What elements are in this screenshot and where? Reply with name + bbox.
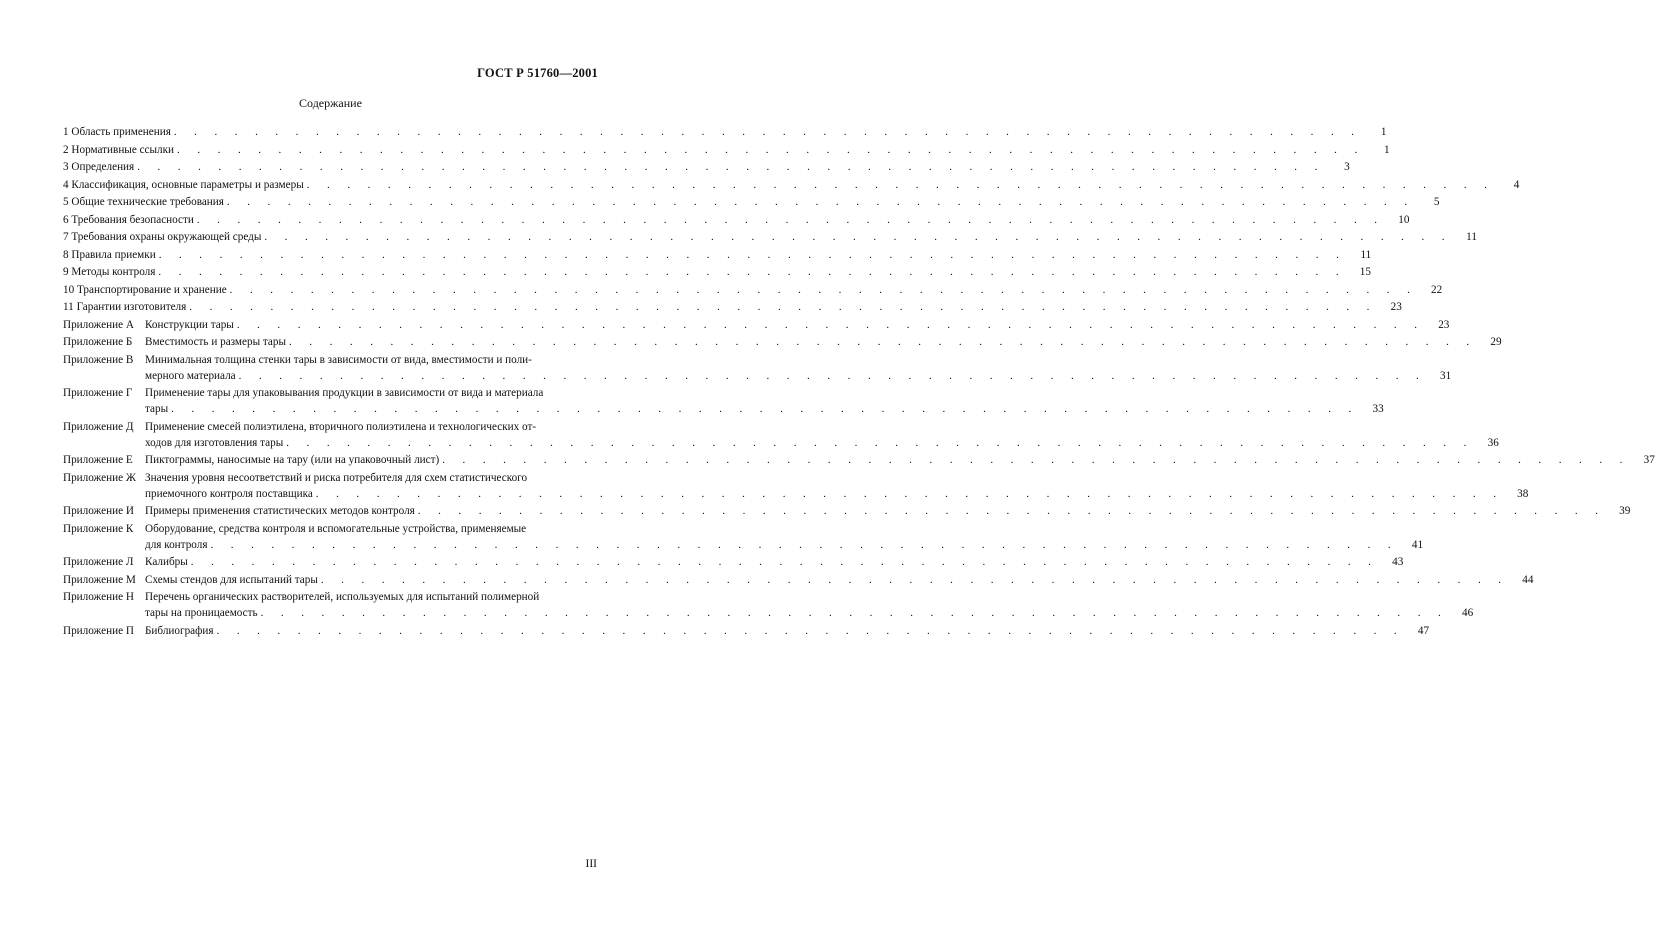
toc-dot-leader: . . . . . . . . . . . . . . . . . . . . . . . . . . . . . . . . . . . . . . . . . . . . . . . . . . . . . . . . . . . [315,487,1504,500]
toc-entry-page: 36 [1487,436,1499,449]
toc-entry-title: для контроля [145,538,208,551]
toc-entry[interactable] [63,521,1424,553]
toc-title: Содержание [299,96,362,110]
toc-entry-title: 7 Требования охраны окружающей среды [63,231,262,243]
toc-entry[interactable] [63,470,1529,502]
toc-entry-page: 3 [1344,161,1350,173]
toc-dot-leader: . . . . . . . . . . . . . . . . . . . . . . . . . . . . . . . . . . . . . . . . . . . . . . . . . . . . . . . . . . . [189,301,1377,313]
toc-entry-prefix: Приложение Г [63,387,133,399]
table-of-contents [63,124,1655,640]
toc-entry-page: 1 [1384,143,1390,156]
toc-entry-page: 38 [1517,487,1529,500]
toc-entry-prefix: Приложение Е [63,454,133,466]
toc-dot-leader: . . . . . . . . . . . . . . . . . . . . . . . . . . . . . . . . . . . . . . . . . . . . . . . . . . . . . . . . . . . [236,318,1425,331]
toc-entry[interactable] [63,385,1384,417]
toc-entry-line: Минимальная толщина стенки тары в зависимости от вида, вместимости и поли- [145,353,532,366]
toc-entry-title: 8 Правила приемки [63,248,156,261]
toc-entry-title: 2 Нормативные ссылки [63,143,175,156]
toc-dot-leader: . . . . . . . . . . . . . . . . . . . . . . . . . . . . . . . . . . . . . . . . . . . . . . . . . . . . . . . . . . . [289,336,1477,348]
toc-entry[interactable] [63,623,1430,639]
toc-entry-page: 11 [1360,248,1372,261]
toc-entry[interactable] [63,419,1499,451]
toc-entry-prefix: Приложение Л [63,556,134,568]
toc-entry-page: 23 [1390,301,1402,313]
toc-entry-title: тары на проницаемость [145,607,258,619]
toc-entry[interactable] [63,452,1655,468]
toc-entry[interactable] [63,159,1350,175]
toc-entry[interactable] [63,589,1474,621]
toc-entry[interactable] [63,194,1440,210]
toc-dot-leader: . . . . . . . . . . . . . . . . . . . . . . . . . . . . . . . . . . . . . . . . . . . . . . . . . . . . . . . . . . . [238,369,1427,382]
toc-entry-line: Значения уровня несоответствий и риска потребителя для схем статистического [145,471,528,484]
toc-entry-page: 15 [1359,266,1371,278]
toc-entry-prefix: Приложение М [63,573,136,586]
toc-entry-page: 39 [1619,505,1631,517]
toc-dot-leader: . . . . . . . . . . . . . . . . . . . . . . . . . . . . . . . . . . . . . . . . . . . . . . . . . . . . . . . . . . . [417,505,1606,517]
toc-entry-page: 1 [1380,126,1387,138]
toc-dot-leader: . . . . . . . . . . . . . . . . . . . . . . . . . . . . . . . . . . . . . . . . . . . . . . . . . . . . . . . . . . . [264,231,1452,243]
toc-dot-leader: . . . . . . . . . . . . . . . . . . . . . . . . . . . . . . . . . . . . . . . . . . . . . . . . . . . . . . . . . . . [320,573,1509,586]
toc-entry-prefix: Приложение К [63,522,134,535]
toc-dot-leader: . . . . . . . . . . . . . . . . . . . . . . . . . . . . . . . . . . . . . . . . . . . . . . . . . . . . . . . . . . . [260,607,1449,619]
toc-entry[interactable] [63,229,1477,245]
toc-entry-prefix: Приложение Н [63,591,134,603]
toc-entry-page: 5 [1433,196,1440,208]
toc-entry-title: 10 Транспортирование и хранение [63,283,227,296]
toc-entry-line: Оборудование, средства контроля и вспомогательные устройства, применяемые [145,522,527,535]
toc-entry-title: 4 Классификация, основные параметры и размеры [63,178,304,191]
toc-entry-prefix: Приложение А [63,318,134,331]
toc-dot-leader: . . . . . . . . . . . . . . . . . . . . . . . . . . . . . . . . . . . . . . . . . . . . . . . . . . . . . . . . . . . [229,283,1418,296]
toc-entry-title: Библиография [145,624,214,637]
toc-entry-page: 33 [1372,403,1384,415]
toc-entry-page: 4 [1513,178,1520,191]
toc-entry-page: 11 [1466,231,1477,243]
toc-entry-prefix: Приложение И [63,505,134,517]
toc-entry-page: 43 [1392,556,1404,568]
toc-entry[interactable] [63,317,1450,333]
toc-entry-title: 5 Общие технические требования [63,196,224,208]
toc-entry-title: 6 Требования безопасности [63,213,194,226]
toc-entry-title: Калибры [145,556,188,568]
toc-entry[interactable] [63,212,1410,228]
toc-entry-title: тары [145,403,169,415]
toc-entry-prefix: Приложение В [63,353,134,366]
toc-entry-title: Вместимость и размеры тары [145,336,286,348]
toc-dot-leader: . . . . . . . . . . . . . . . . . . . . . . . . . . . . . . . . . . . . . . . . . . . . . . . . . . . . . . . . . . . [216,624,1405,637]
toc-entry[interactable] [63,142,1390,158]
page-number: III [585,858,597,870]
toc-entry-title: приемочного контроля поставщика [145,487,313,500]
toc-dot-leader: . . . . . . . . . . . . . . . . . . . . . . . . . . . . . . . . . . . . . . . . . . . . . . . . . . . . . . . . . . . [190,556,1379,568]
toc-dot-leader: . . . . . . . . . . . . . . . . . . . . . . . . . . . . . . . . . . . . . . . . . . . . . . . . . . . . . . . . . . . [226,196,1415,208]
toc-entry-prefix: Приложение Б [63,336,133,348]
toc-entry-title: 11 Гарантии изготовителя [63,301,187,313]
toc-entry-page: 47 [1417,624,1430,637]
toc-entry[interactable] [63,299,1402,315]
toc-entry-line: Перечень органических растворителей, используемых для испытаний полимерной [145,591,540,603]
toc-entry-page: 23 [1438,318,1450,331]
toc-entry-page: 37 [1643,454,1655,466]
toc-entry[interactable] [63,124,1387,140]
toc-entry-title: 9 Методы контроля [63,266,156,278]
toc-dot-leader: . . . . . . . . . . . . . . . . . . . . . . . . . . . . . . . . . . . . . . . . . . . . . . . . . . . . . . . . . . . [286,436,1474,449]
toc-entry-page: 44 [1522,573,1534,586]
toc-entry[interactable] [63,334,1502,350]
toc-entry[interactable] [63,572,1534,588]
toc-dot-leader: . . . . . . . . . . . . . . . . . . . . . . . . . . . . . . . . . . . . . . . . . . . . . . . . . . . . . . . . . . . [306,178,1495,191]
toc-dot-leader: . . . . . . . . . . . . . . . . . . . . . . . . . . . . . . . . . . . . . . . . . . . . . . . . . . . . . . . . . . . [137,161,1325,173]
toc-dot-leader: . . . . . . . . . . . . . . . . . . . . . . . . . . . . . . . . . . . . . . . . . . . . . . . . . . . . . . . . . . . [158,266,1346,278]
toc-entry-prefix: Приложение П [63,624,134,637]
toc-entry-line: Применение тары для упаковывания продукции в зависимости от вида и материала [145,387,544,399]
toc-entry-page: 29 [1490,336,1502,348]
toc-entry-page: 46 [1462,607,1474,619]
toc-entry-title: ходов для изготовления тары [145,436,284,449]
toc-dot-leader: . . . . . . . . . . . . . . . . . . . . . . . . . . . . . . . . . . . . . . . . . . . . . . . . . . . . . . . . . . . [158,248,1347,261]
toc-entry[interactable] [63,554,1404,570]
toc-entry-page: 41 [1411,538,1424,551]
toc-entry[interactable] [63,247,1372,263]
toc-entry-page: 10 [1398,213,1410,226]
toc-entry[interactable] [63,177,1520,193]
document-code: ГОСТ Р 51760—2001 [477,66,598,80]
toc-entry-title: Схемы стендов для испытаний тары [145,573,318,586]
toc-dot-leader: . . . . . . . . . . . . . . . . . . . . . . . . . . . . . . . . . . . . . . . . . . . . . . . . . . . . . . . . . . . [177,143,1365,156]
toc-entry-title: мерного материала [145,369,236,382]
toc-entry-prefix: Приложение Д [63,420,134,433]
toc-entry-title: Пиктограммы, наносимые на тару (или на упаковочный лист) [145,454,440,466]
toc-dot-leader: . . . . . . . . . . . . . . . . . . . . . . . . . . . . . . . . . . . . . . . . . . . . . . . . . . . . . . . . . . . [171,403,1359,415]
toc-entry-line: Применение смесей полиэтилена, вторичного полиэтилена и технологических от- [145,420,537,433]
toc-entry-title: 1 Область применения [63,126,171,138]
toc-dot-leader: . . . . . . . . . . . . . . . . . . . . . . . . . . . . . . . . . . . . . . . . . . . . . . . . . . . . . . . . . . . [442,454,1630,466]
toc-entry-prefix: Приложение Ж [63,471,136,484]
toc-entry[interactable] [63,352,1452,384]
toc-entry-title: 3 Определения [63,161,135,173]
toc-entry-page: 22 [1431,283,1443,296]
toc-entry-page: 31 [1440,369,1452,382]
toc-entry[interactable] [63,264,1371,280]
toc-entry-title: Конструкции тары [145,318,234,331]
toc-entry-title: Примеры применения статистических методов контроля [145,505,415,517]
toc-entry[interactable] [63,282,1443,298]
toc-entry[interactable] [63,503,1631,519]
toc-dot-leader: . . . . . . . . . . . . . . . . . . . . . . . . . . . . . . . . . . . . . . . . . . . . . . . . . . . . . . . . . . . [173,126,1362,138]
toc-dot-leader: . . . . . . . . . . . . . . . . . . . . . . . . . . . . . . . . . . . . . . . . . . . . . . . . . . . . . . . . . . . [210,538,1399,551]
toc-dot-leader: . . . . . . . . . . . . . . . . . . . . . . . . . . . . . . . . . . . . . . . . . . . . . . . . . . . . . . . . . . . [196,213,1385,226]
